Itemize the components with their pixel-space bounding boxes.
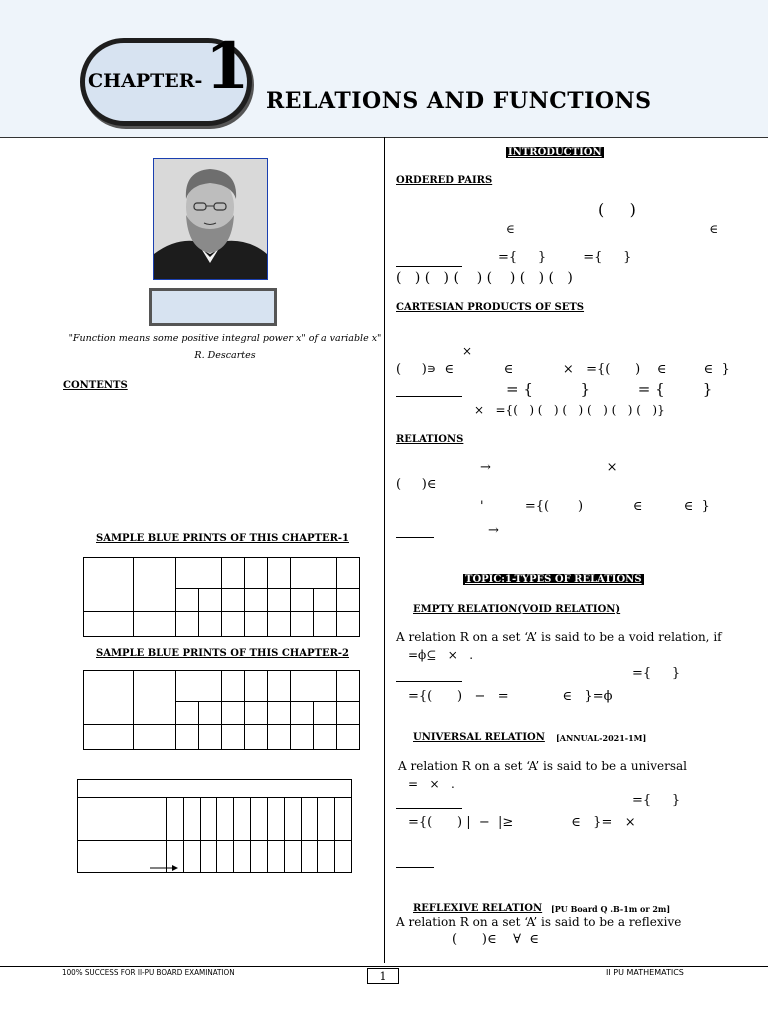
contents-heading: CONTENTS xyxy=(63,380,128,391)
page-number: 1 xyxy=(367,968,399,984)
portrait-name-box xyxy=(149,288,277,326)
relations-line-1: → × xyxy=(480,460,618,475)
ordered-pairs-line-4: ( ) ( ) ( ) ( ) ( ) ( ) xyxy=(396,270,573,286)
universal-relation-heading: UNIVERSAL RELATION xyxy=(413,732,545,743)
chapter-number: 1 xyxy=(205,29,250,104)
empty-relation-definition: A relation R on a set ‘A’ is said to be a void relation, if xyxy=(396,630,722,644)
blueprint-table-2 xyxy=(83,670,360,750)
cartesian-line-1: × xyxy=(462,344,473,358)
underline-rule xyxy=(396,396,462,397)
empty-relation-line-2: ={ } xyxy=(632,666,681,681)
introduction-heading: INTRODUCTION xyxy=(508,147,602,158)
footer-left-text: 100% SUCCESS FOR II-PU BOARD EXAMINATION xyxy=(62,968,235,977)
universal-relation-tag: [ANNUAL-2021-1M] xyxy=(556,733,647,743)
underline-rule xyxy=(396,808,462,809)
portrait-image xyxy=(153,158,268,280)
footer-right-text: II PU MATHEMATICS xyxy=(606,968,684,977)
empty-relation-heading: EMPTY RELATION(VOID RELATION) xyxy=(413,604,621,615)
empty-relation-line-1: =ϕ⊆ × . xyxy=(408,648,474,662)
reflexive-relation-tag: [PU Board Q .B-1m or 2m] xyxy=(551,904,671,914)
universal-relation-line-2: ={ } xyxy=(632,793,681,808)
empty-relation-line-3: ={( ) − = ∈ }=ϕ xyxy=(408,689,613,704)
underline-rule xyxy=(396,266,462,267)
footer-rule xyxy=(0,966,768,967)
blueprint1-heading: SAMPLE BLUE PRINTS OF THIS CHAPTER-1 xyxy=(96,533,349,544)
quote-author: R. Descartes xyxy=(194,350,256,361)
reflexive-relation-definition: A relation R on a set ‘A’ is said to be a reflexive xyxy=(396,915,682,929)
universal-relation-line-3: ={( ) | − |≥ ∈ }= × xyxy=(408,815,636,830)
ordered-pairs-line-3: ={ } ={ } xyxy=(498,250,632,265)
underline-rule xyxy=(396,867,434,868)
chapter-title: RELATIONS AND FUNCTIONS xyxy=(266,88,652,114)
relations-line-2: ( )∈ xyxy=(396,477,437,492)
ordered-pairs-line-2: ∈ ∈ xyxy=(506,222,719,236)
universal-relation-line-1: = × . xyxy=(408,777,455,791)
reflexive-relation-line-1: ( )∈ ∀ ∈ xyxy=(452,932,539,947)
reflexive-relation-heading: REFLEXIVE RELATION xyxy=(413,903,543,914)
quote-text: "Function means some positive integral power x" of a variable x" xyxy=(68,333,382,344)
relations-line-4: → xyxy=(488,523,499,538)
summary-table xyxy=(77,779,352,873)
cartesian-line-4: × ={( ) ( ) ( ) ( ) ( ) ( )} xyxy=(474,403,665,417)
relations-heading: RELATIONS xyxy=(396,434,464,445)
underline-rule xyxy=(396,537,434,538)
arrow-right-icon xyxy=(150,863,180,873)
cartesian-line-2: ( )∍ ∈ ∈ × ={( ) ∈ ∈ } xyxy=(396,362,730,377)
blueprint-table-1 xyxy=(83,557,360,637)
column-divider xyxy=(384,137,385,963)
relations-line-3: ' ={( ) ∈ ∈ } xyxy=(480,499,710,514)
underline-rule xyxy=(396,681,462,682)
portrait-illustration xyxy=(154,159,267,279)
cartesian-heading: CARTESIAN PRODUCTS OF SETS xyxy=(396,302,585,313)
topic-heading: TOPIC:1-TYPES OF RELATIONS xyxy=(465,574,642,585)
universal-relation-definition: A relation R on a set ‘A’ is said to be a universal xyxy=(398,759,687,773)
ordered-pairs-heading: ORDERED PAIRS xyxy=(396,175,493,186)
chapter-word: CHAPTER- xyxy=(88,70,203,92)
ordered-pairs-line-1: ( ) xyxy=(598,200,636,219)
cartesian-line-3: = { } = { } xyxy=(506,380,713,398)
blueprint2-heading: SAMPLE BLUE PRINTS OF THIS CHAPTER-2 xyxy=(96,648,349,659)
